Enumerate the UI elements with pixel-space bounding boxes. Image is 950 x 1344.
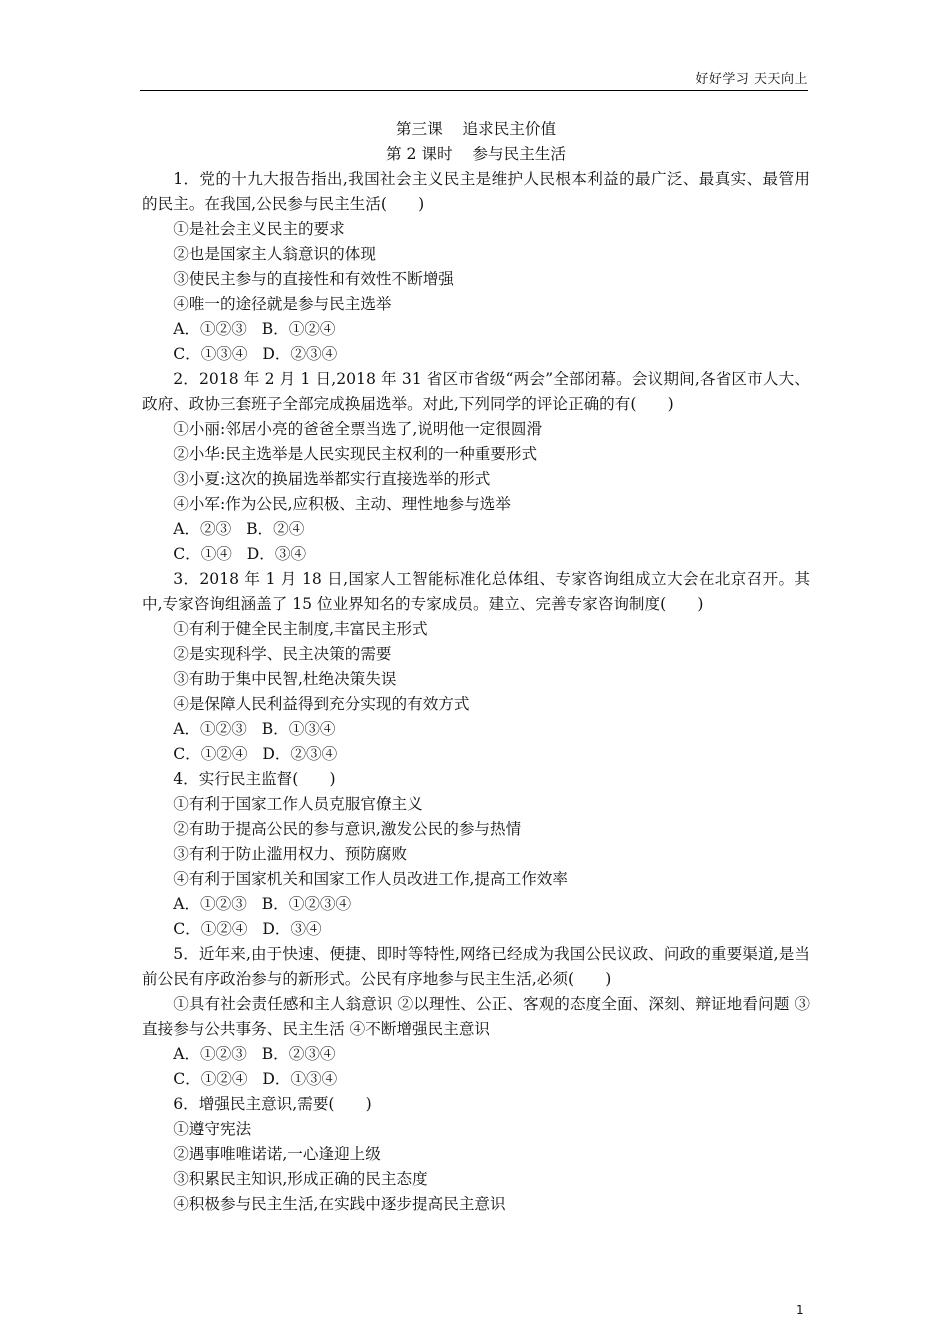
question-stem: 6．增强民主意识,需要( ) bbox=[173, 1095, 372, 1113]
statement-item: ①遵守宪法 bbox=[173, 1120, 252, 1138]
statement-item: ①有利于健全民主制度,丰富民主形式 bbox=[173, 620, 428, 638]
question-5 bbox=[142, 942, 810, 1092]
statement-item: ④有利于国家机关和国家工作人员改进工作,提高工作效率 bbox=[173, 870, 568, 888]
answer-choices: A．②③ B．②④ bbox=[173, 520, 305, 538]
question-stem: 1．党的十九大报告指出,我国社会主义民主是维护人民根本利益的最广泛、最真实、最管用的民主。在我国,公民参与民主生活( ) bbox=[142, 170, 810, 213]
statement-item: ③有利于防止滥用权力、预防腐败 bbox=[173, 845, 408, 863]
statement-item: ④是保障人民利益得到充分实现的有效方式 bbox=[173, 695, 470, 713]
page-header bbox=[140, 64, 808, 91]
statement-item: ②小华:民主选举是人民实现民主权利的一种重要形式 bbox=[173, 445, 538, 463]
answer-choices: A．①②③ B．②③④ bbox=[173, 1045, 336, 1063]
session-title: 第 2 课时 参与民主生活 bbox=[385, 145, 566, 163]
worksheet-content bbox=[142, 117, 810, 1217]
answer-choices: A．①②③ B．①②④ bbox=[173, 320, 336, 338]
header-motto: 好好学习 天天向上 bbox=[695, 72, 808, 87]
statement-item: ④唯一的途径就是参与民主选举 bbox=[173, 295, 392, 313]
statement-item: ③使民主参与的直接性和有效性不断增强 bbox=[173, 270, 454, 288]
question-stem: 3．2018 年 1 月 18 日,国家人工智能标准化总体组、专家咨询组成立大会在北京召开。其中,专家咨询组涵盖了 15 位业界知名的专家成员。建立、完善专家咨询制度( ) bbox=[142, 570, 810, 613]
answer-choices: A．①②③ B．①③④ bbox=[173, 720, 336, 738]
answer-choices: C．①③④ D．②③④ bbox=[173, 345, 338, 363]
page-number: 1 bbox=[796, 1303, 804, 1317]
statement-item: ①是社会主义民主的要求 bbox=[173, 220, 345, 238]
statement-item: ④积极参与民主生活,在实践中逐步提高民主意识 bbox=[173, 1195, 506, 1213]
statement-item: ②是实现科学、民主决策的需要 bbox=[173, 645, 392, 663]
answer-choices: C．①②④ D．①③④ bbox=[173, 1070, 338, 1088]
statement-item: ①具有社会责任感和主人翁意识 ②以理性、公正、客观的态度全面、深刻、辩证地看问题 ③直接参与公共事务、民主生活 ④不断增强民主意识 bbox=[142, 995, 810, 1038]
question-1 bbox=[142, 167, 810, 367]
statement-item: ②也是国家主人翁意识的体现 bbox=[173, 245, 376, 263]
statement-item: ②有助于提高公民的参与意识,激发公民的参与热情 bbox=[173, 820, 522, 838]
answer-choices: A．①②③ B．①②③④ bbox=[173, 895, 352, 913]
answer-choices: C．①②④ D．③④ bbox=[173, 920, 322, 938]
statement-item: ②遇事唯唯诺诺,一心逢迎上级 bbox=[173, 1145, 381, 1163]
question-stem: 2．2018 年 2 月 1 日,2018 年 31 省区市省级“两会”全部闭幕。会议期间,各省区市人大、政府、政协三套班子全部完成换届选举。对此,下列同学的评论正确的有( ) bbox=[142, 370, 810, 413]
answer-choices: C．①②④ D．②③④ bbox=[173, 745, 338, 763]
statement-item: ③小夏:这次的换届选举都实行直接选举的形式 bbox=[173, 470, 491, 488]
statement-item: ④小军:作为公民,应积极、主动、理性地参与选举 bbox=[173, 495, 511, 513]
answer-choices: C．①④ D．③④ bbox=[173, 545, 307, 563]
question-stem: 4．实行民主监督( ) bbox=[173, 770, 336, 788]
statement-item: ①小丽:邻居小亮的爸爸全票当选了,说明他一定很圆滑 bbox=[173, 420, 543, 438]
question-3 bbox=[142, 567, 810, 767]
question-6 bbox=[142, 1092, 810, 1217]
question-stem: 5．近年来,由于快速、便捷、即时等特性,网络已经成为我国公民议政、问政的重要渠道,是当前公民有序政治参与的新形式。公民有序地参与民主生活,必须( ) bbox=[142, 945, 810, 988]
question-4 bbox=[142, 767, 810, 942]
statement-item: ①有利于国家工作人员克服官僚主义 bbox=[173, 795, 423, 813]
statement-item: ③积累民主知识,形成正确的民主态度 bbox=[173, 1170, 428, 1188]
lesson-title: 第三课 追求民主价值 bbox=[395, 120, 557, 138]
question-2 bbox=[142, 367, 810, 567]
statement-item: ③有助于集中民智,杜绝决策失误 bbox=[173, 670, 397, 688]
